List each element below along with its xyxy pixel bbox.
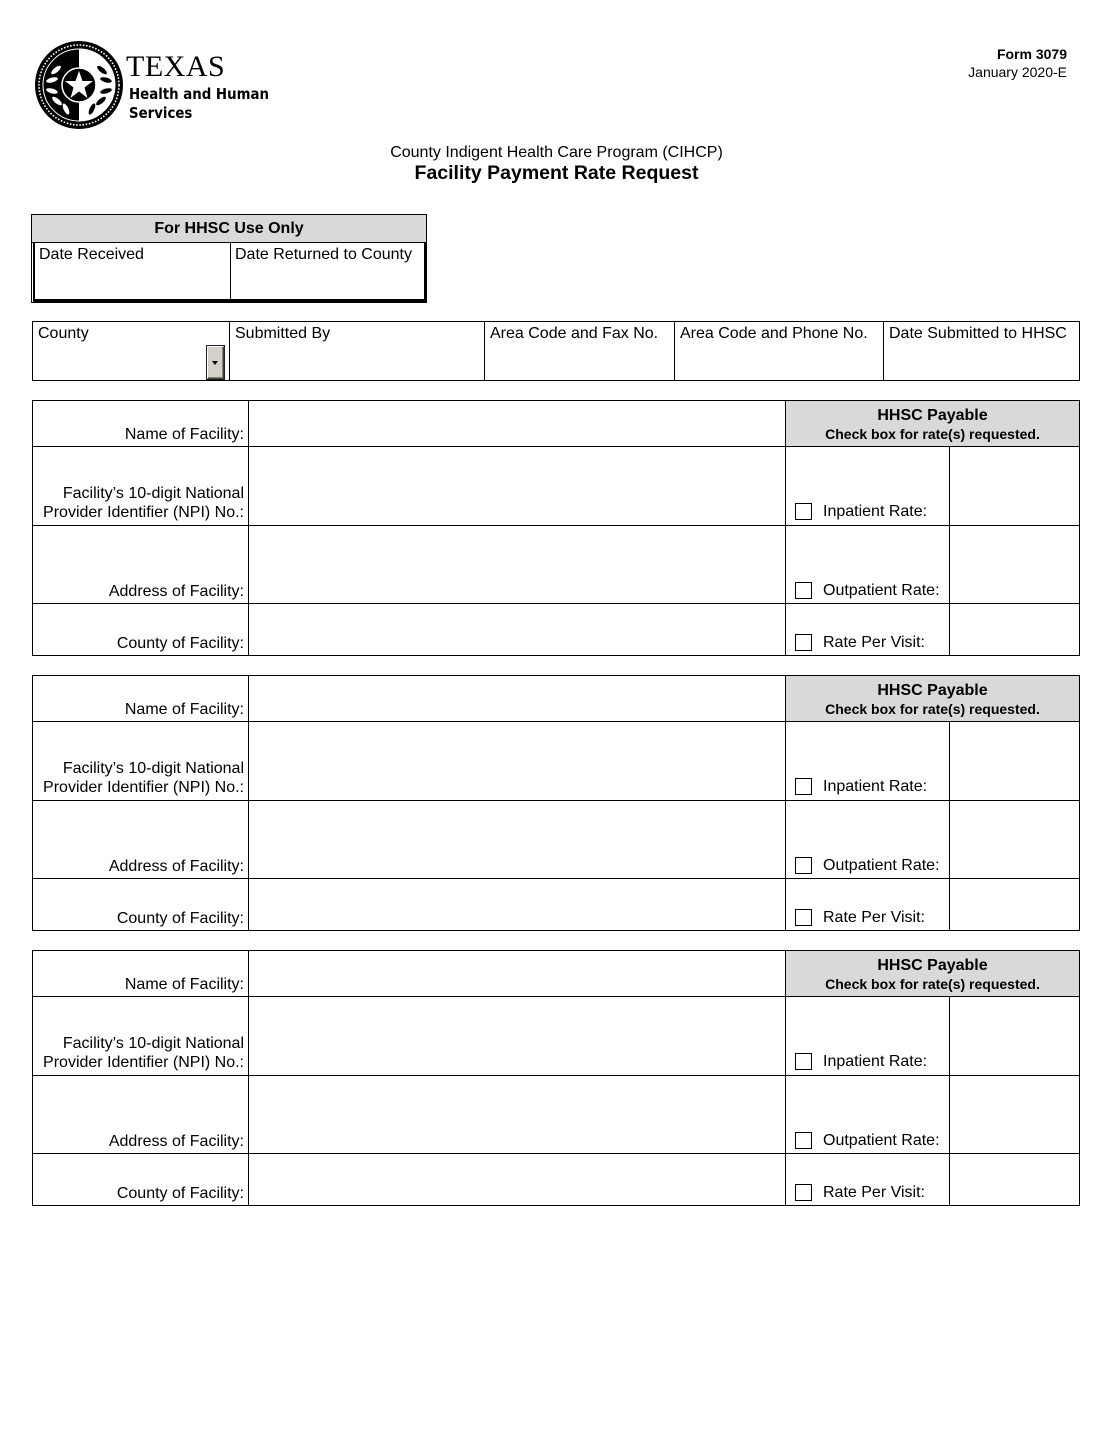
- date-submitted-field[interactable]: [884, 322, 1079, 380]
- date-returned-label: Date Returned to County: [235, 246, 412, 263]
- facility-block-2: [32, 675, 1080, 931]
- program-subtitle: County Indigent Health Care Program (CIHCP): [390, 144, 723, 161]
- hhsc-payable-header: [786, 676, 1079, 721]
- outpatient-rate-label: Outpatient Rate:: [823, 582, 940, 599]
- hhs-logo: [34, 40, 274, 132]
- facility-address-input[interactable]: [249, 1076, 785, 1153]
- payable-subtitle: Check box for rate(s) requested.: [825, 426, 1040, 442]
- inpatient-rate-option: [795, 1052, 927, 1071]
- date-received-field[interactable]: [35, 243, 230, 299]
- facility-block-1: [32, 400, 1080, 656]
- date-returned-field[interactable]: [231, 243, 424, 299]
- form-number: Form 3079: [996, 46, 1067, 62]
- hhsc-payable-header: [786, 401, 1079, 446]
- outpatient-rate-option: [795, 1131, 940, 1150]
- per-visit-rate-label: Rate Per Visit:: [823, 909, 925, 926]
- outpatient-checkbox[interactable]: [795, 857, 812, 874]
- payable-subtitle: Check box for rate(s) requested.: [825, 701, 1040, 717]
- per-visit-rate-option: [795, 908, 925, 927]
- logo-texas-text: TEXAS: [126, 50, 226, 83]
- per-visit-rate-option: [795, 1183, 925, 1202]
- facility-county-label: County of Facility:: [116, 635, 244, 652]
- phone-label: Area Code and Phone No.: [680, 325, 868, 342]
- inpatient-checkbox[interactable]: [795, 503, 812, 520]
- facility-name-input[interactable]: [249, 951, 785, 996]
- inpatient-rate-input[interactable]: [950, 447, 1079, 525]
- logo-agency-line2: Services: [129, 104, 193, 122]
- per-visit-checkbox[interactable]: [795, 634, 812, 651]
- date-received-label: Date Received: [39, 246, 144, 263]
- outpatient-rate-option: [795, 581, 940, 600]
- per-visit-rate-input[interactable]: [950, 604, 1079, 656]
- payable-title: HHSC Payable: [877, 957, 988, 974]
- facility-address-label: Address of Facility:: [108, 1133, 244, 1150]
- outpatient-rate-input[interactable]: [950, 801, 1079, 878]
- submitted-by-field[interactable]: [230, 322, 485, 380]
- facility-name-label: Name of Facility:: [124, 426, 244, 443]
- per-visit-rate-option: [795, 633, 925, 652]
- facility-name-label: Name of Facility:: [124, 701, 244, 718]
- hhsc-use-heading: For HHSC Use Only: [32, 215, 426, 243]
- hhsc-payable-header: [786, 951, 1079, 996]
- facility-name-input[interactable]: [249, 676, 785, 721]
- fax-field[interactable]: [485, 322, 675, 380]
- facility-address-input[interactable]: [249, 526, 785, 603]
- inpatient-rate-input[interactable]: [950, 722, 1079, 800]
- per-visit-rate-label: Rate Per Visit:: [823, 1184, 925, 1201]
- per-visit-rate-label: Rate Per Visit:: [823, 634, 925, 651]
- facility-npi-label-line2: Provider Identifier (NPI) No.:: [43, 504, 244, 521]
- outpatient-rate-label: Outpatient Rate:: [823, 1132, 940, 1149]
- texas-seal-icon: [34, 40, 124, 130]
- facility-npi-label-line2: Provider Identifier (NPI) No.:: [43, 1054, 244, 1071]
- inpatient-rate-option: [795, 777, 927, 796]
- facility-name-label: Name of Facility:: [124, 976, 244, 993]
- submission-row: [32, 321, 1080, 381]
- facility-county-input[interactable]: [249, 879, 785, 931]
- facility-npi-input[interactable]: [249, 722, 785, 800]
- facility-address-label: Address of Facility:: [108, 583, 244, 600]
- outpatient-checkbox[interactable]: [795, 1132, 812, 1149]
- inpatient-rate-option: [795, 502, 927, 521]
- facility-address-input[interactable]: [249, 801, 785, 878]
- facility-block-3: [32, 950, 1080, 1206]
- facility-county-label: County of Facility:: [116, 910, 244, 927]
- inpatient-checkbox[interactable]: [795, 778, 812, 795]
- facility-npi-input[interactable]: [249, 997, 785, 1075]
- county-label: County: [38, 325, 89, 342]
- facility-npi-label-line1: Facility’s 10-digit National: [62, 485, 244, 502]
- payable-subtitle: Check box for rate(s) requested.: [825, 976, 1040, 992]
- inpatient-rate-label: Inpatient Rate:: [823, 778, 928, 795]
- outpatient-rate-input[interactable]: [950, 1076, 1079, 1153]
- facility-county-label: County of Facility:: [116, 1185, 244, 1202]
- county-select[interactable]: [33, 322, 230, 380]
- county-dropdown-button[interactable]: [207, 346, 224, 379]
- payable-title: HHSC Payable: [877, 407, 988, 424]
- submitted-by-label: Submitted By: [235, 325, 331, 342]
- per-visit-checkbox[interactable]: [795, 1184, 812, 1201]
- facility-county-input[interactable]: [249, 1154, 785, 1206]
- facility-npi-label-line1: Facility’s 10-digit National: [62, 1035, 244, 1052]
- facility-address-label: Address of Facility:: [108, 858, 244, 875]
- hhsc-use-only-box: [31, 214, 427, 303]
- facility-name-input[interactable]: [249, 401, 785, 446]
- date-submitted-label: Date Submitted to HHSC: [889, 325, 1067, 342]
- facility-npi-label-line2: Provider Identifier (NPI) No.:: [43, 779, 244, 796]
- page-title: Facility Payment Rate Request: [414, 162, 699, 184]
- outpatient-rate-label: Outpatient Rate:: [823, 857, 940, 874]
- per-visit-rate-input[interactable]: [950, 1154, 1079, 1206]
- per-visit-checkbox[interactable]: [795, 909, 812, 926]
- phone-field[interactable]: [675, 322, 884, 380]
- payable-title: HHSC Payable: [877, 682, 988, 699]
- inpatient-checkbox[interactable]: [795, 1053, 812, 1070]
- fax-label: Area Code and Fax No.: [490, 325, 659, 342]
- outpatient-checkbox[interactable]: [795, 582, 812, 599]
- inpatient-rate-input[interactable]: [950, 997, 1079, 1075]
- per-visit-rate-input[interactable]: [950, 879, 1079, 931]
- facility-npi-label-line1: Facility’s 10-digit National: [62, 760, 244, 777]
- facility-county-input[interactable]: [249, 604, 785, 656]
- chevron-down-icon: [212, 361, 218, 365]
- outpatient-rate-option: [795, 856, 940, 875]
- logo-agency-line1: Health and Human: [129, 85, 269, 103]
- facility-npi-input[interactable]: [249, 447, 785, 525]
- form-date: January 2020-E: [968, 64, 1067, 80]
- inpatient-rate-label: Inpatient Rate:: [823, 1053, 928, 1070]
- inpatient-rate-label: Inpatient Rate:: [823, 503, 928, 520]
- outpatient-rate-input[interactable]: [950, 526, 1079, 603]
